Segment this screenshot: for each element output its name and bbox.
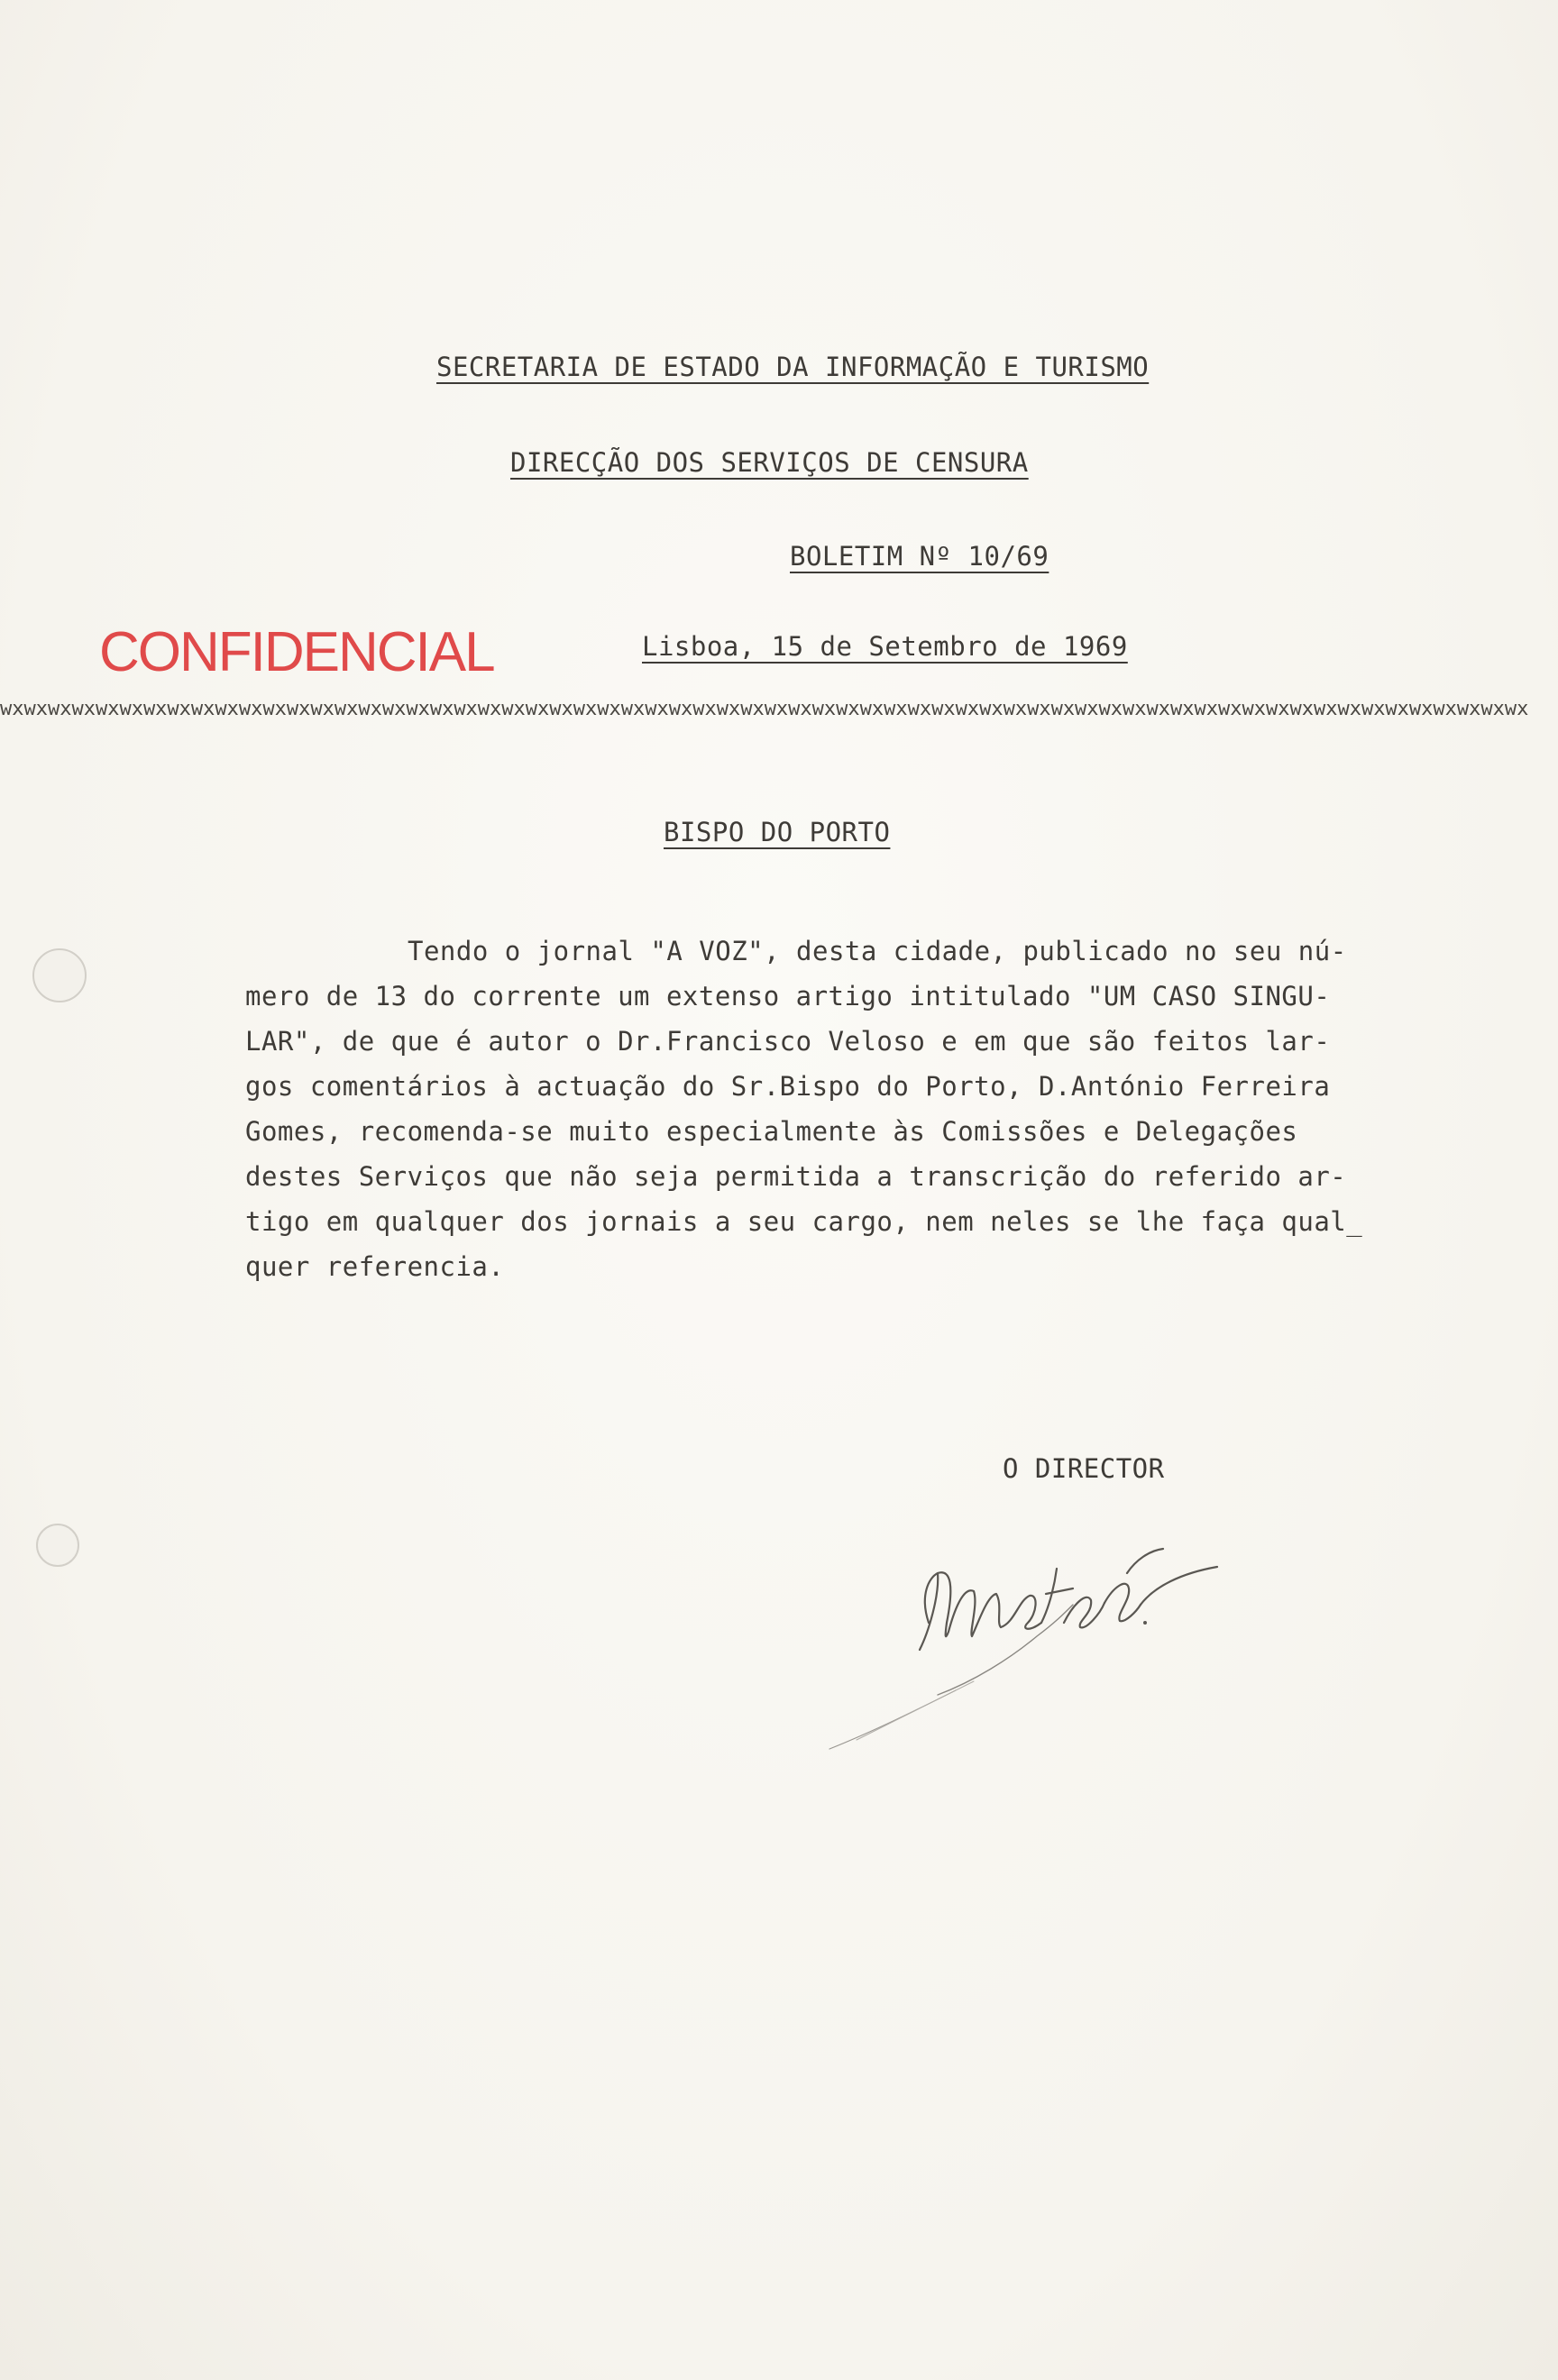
director-title: O DIRECTOR <box>1003 1453 1165 1484</box>
bulletin-number: BOLETIM Nº 10/69 <box>790 541 1049 572</box>
body-line: mero de 13 do corrente um extenso artigo intitulado "UM CASO SINGU- <box>245 981 1331 1012</box>
body-line: quer referencia. <box>245 1251 505 1282</box>
department-heading: DIRECÇÃO DOS SERVIÇOS DE CENSURA <box>510 447 1029 478</box>
ministry-heading: SECRETARIA DE ESTADO DA INFORMAÇÃO E TURISMO <box>436 352 1150 382</box>
date-line: Lisboa, 15 de Setembro de 1969 <box>642 631 1128 662</box>
body-line: LAR", de que é autor o Dr.Francisco Veloso e em que são feitos lar- <box>245 1026 1331 1057</box>
punch-hole <box>32 948 87 1002</box>
body-line: tigo em qualquer dos jornais a seu cargo, nem neles se lhe faça qual_ <box>245 1206 1363 1237</box>
body-line: destes Serviços que não seja permitida a transcrição do referido ar- <box>245 1161 1347 1192</box>
body-line: gos comentários à actuação do Sr.Bispo do Porto, D.António Ferreira <box>245 1071 1331 1102</box>
subject-heading: BISPO DO PORTO <box>664 817 891 847</box>
body-paragraph <box>245 929 1508 1289</box>
body-line: Tendo o jornal "A VOZ", desta cidade, publicado no seu nú- <box>408 936 1347 966</box>
handwritten-signature-icon <box>793 1488 1262 1758</box>
separator-line: wxwxwxwxwxwxwxwxwxwxwxwxwxwxwxwxwxwxwxwxwxwxwxwxwxwxwxwxwxwxwxwxwxwxwxwxwxwxwxwxwxwxwxwxwxwxwxwxwxwxwxwxwxwxwxwxwxwxwxwxwxwxwxwx <box>0 698 1529 720</box>
body-line: Gomes, recomenda-se muito especialmente às Comissões e Delegações <box>245 1116 1298 1147</box>
confidential-stamp: CONFIDENCIAL <box>99 621 494 683</box>
punch-hole <box>36 1524 79 1567</box>
